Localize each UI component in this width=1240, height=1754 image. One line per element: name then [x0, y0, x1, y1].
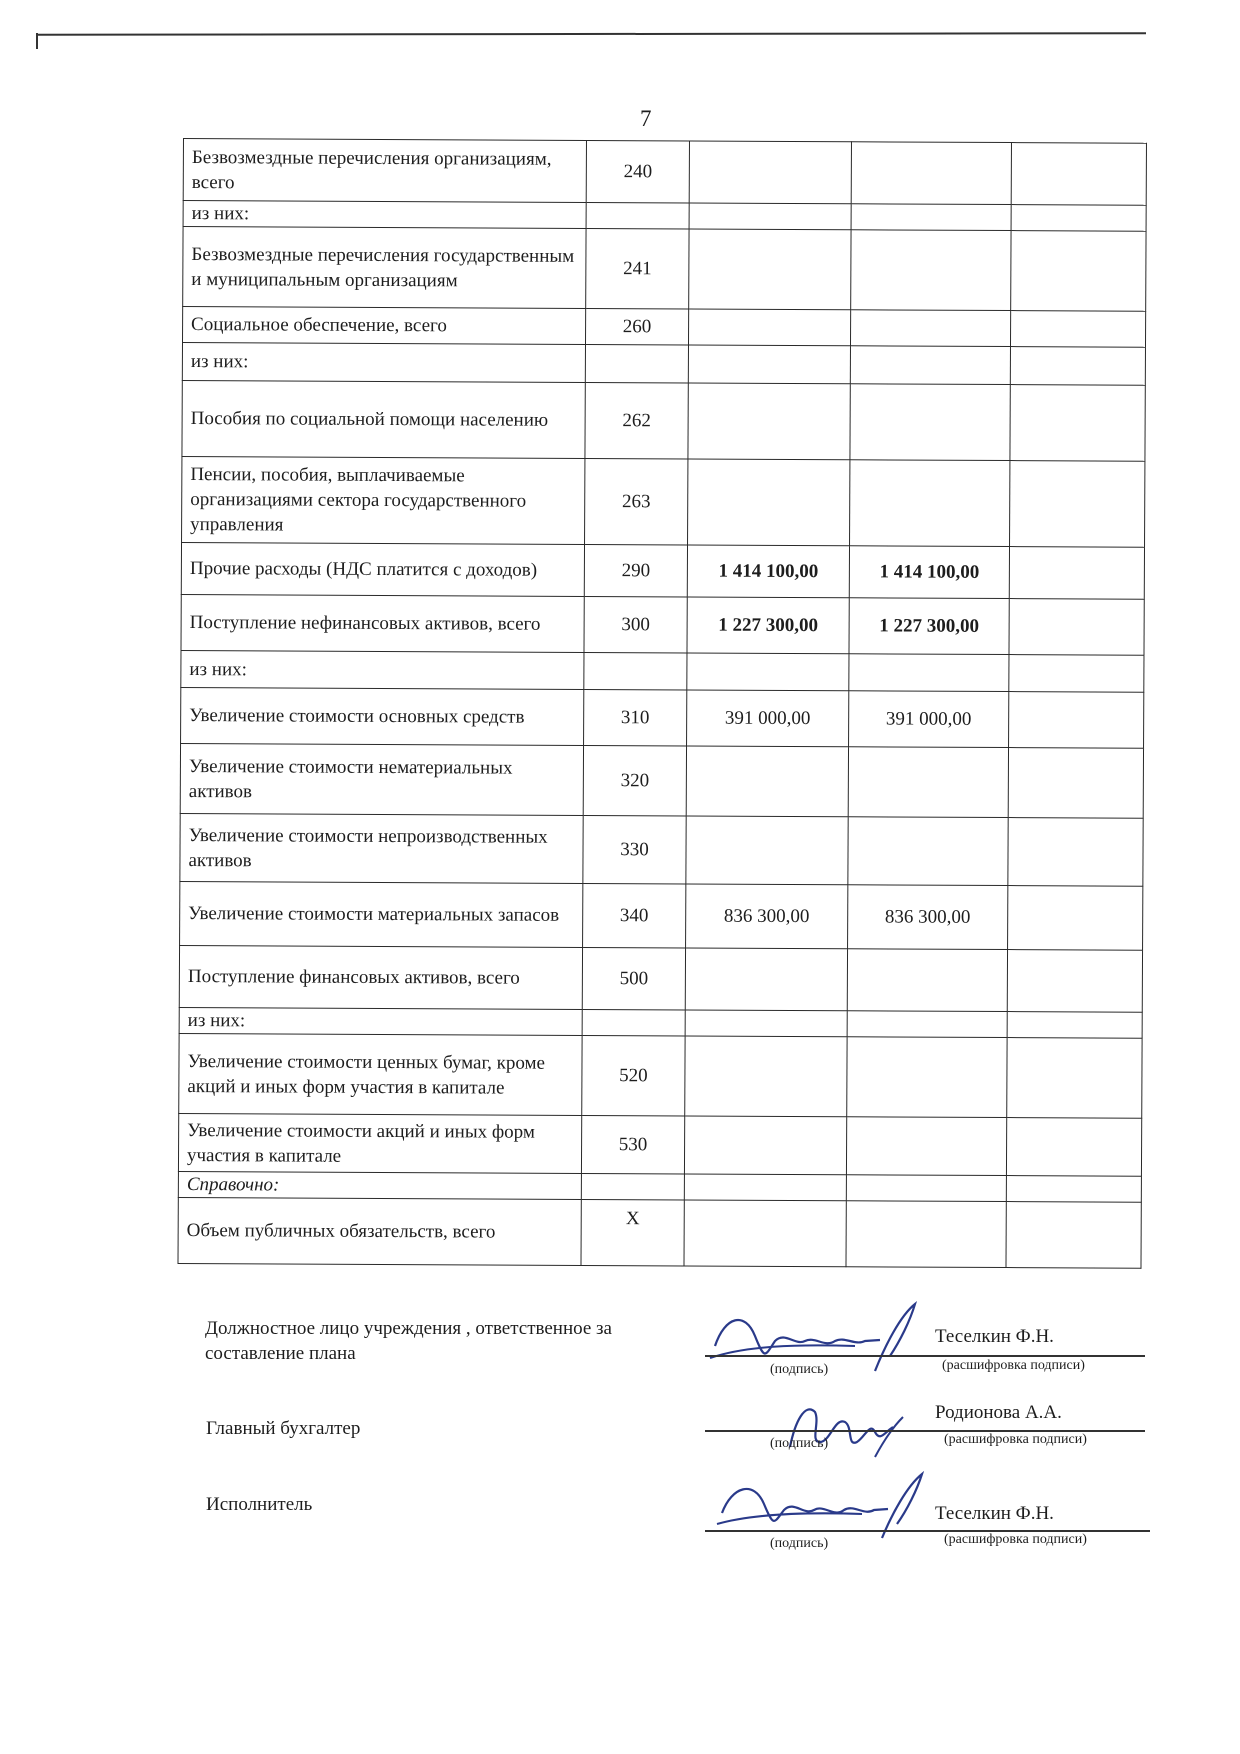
row-name: из них: — [183, 201, 586, 229]
row-value-1 — [689, 229, 851, 310]
row-value-3 — [1010, 461, 1145, 548]
row-name: из них: — [181, 650, 584, 689]
row-value-1: 836 300,00 — [686, 884, 848, 949]
row-value-1 — [688, 459, 850, 546]
financial-plan-table — [177, 138, 1146, 1269]
table-row — [181, 650, 1144, 692]
row-code: 330 — [583, 815, 686, 884]
row-name: Безвозмездные перечисления государственным и муниципальным организациям — [183, 227, 586, 309]
row-name: Увеличение стоимости ценных бумаг, кроме акций и иных форм участия в капитале — [179, 1033, 582, 1115]
row-name: Безвозмездные перечисления организациям, всего — [183, 139, 586, 203]
row-code — [582, 1009, 685, 1036]
row-value-3 — [1009, 692, 1144, 749]
row-code — [581, 1173, 684, 1200]
responsible-name: Теселкин Ф.Н. — [935, 1326, 1054, 1347]
row-name: Увеличение стоимости акций и иных форм участия в капитале — [178, 1113, 581, 1173]
row-value-3 — [1007, 1012, 1142, 1039]
row-value-2 — [847, 1011, 1007, 1038]
row-code: 300 — [584, 596, 687, 653]
executor-signature — [712, 1468, 932, 1543]
row-name: Прочие расходы (НДС платится с доходов) — [181, 542, 584, 596]
responsible-decode-caption: (расшифровка подписи) — [942, 1358, 1085, 1373]
row-code — [584, 652, 687, 690]
executor-label: Исполнитель — [206, 1494, 313, 1515]
row-value-1: 1 414 100,00 — [687, 545, 849, 598]
row-name: Увеличение стоимости материальных запасов — [180, 881, 583, 947]
row-value-3 — [1011, 143, 1146, 206]
row-value-3 — [1008, 886, 1143, 951]
table-row — [179, 1033, 1142, 1118]
row-value-3 — [1006, 1118, 1141, 1177]
row-value-1 — [686, 816, 848, 885]
row-value-2 — [848, 747, 1008, 818]
row-value-3 — [1006, 1176, 1141, 1203]
row-value-3 — [1011, 231, 1146, 312]
row-value-3 — [1007, 1038, 1142, 1119]
row-value-1: 391 000,00 — [687, 690, 849, 747]
row-value-2 — [851, 142, 1011, 205]
table-row — [179, 945, 1142, 1012]
table-row — [181, 542, 1144, 599]
row-name: Справочно: — [178, 1171, 581, 1199]
table-row — [183, 227, 1146, 312]
row-name: Пенсии, пособия, выплачиваемые организациями сектора государственного управления — [182, 456, 585, 544]
row-value-3 — [1009, 599, 1144, 656]
row-value-2 — [847, 949, 1007, 1012]
row-value-1 — [688, 345, 850, 384]
row-name: Увеличение стоимости основных средств — [181, 687, 584, 745]
row-value-3 — [1010, 311, 1145, 348]
accountant-label: Главный бухгалтер — [206, 1418, 361, 1439]
row-code — [586, 202, 689, 229]
row-value-3 — [1011, 205, 1146, 232]
executor-decode-caption: (расшифровка подписи) — [944, 1532, 1087, 1547]
row-code: 320 — [583, 745, 686, 816]
row-value-2 — [846, 1201, 1006, 1268]
row-value-2 — [846, 1117, 1006, 1176]
row-code: X — [581, 1199, 684, 1266]
row-value-3 — [1010, 347, 1145, 386]
row-value-2 — [850, 346, 1010, 385]
executor-name: Теселкин Ф.Н. — [935, 1503, 1054, 1524]
row-value-1 — [685, 948, 847, 1011]
row-name: Поступление нефинансовых активов, всего — [181, 594, 584, 652]
responsible-signature-line — [705, 1355, 1145, 1357]
page-border-line — [36, 32, 1146, 36]
table-row — [181, 594, 1144, 655]
table-row — [180, 743, 1143, 818]
row-value-2: 836 300,00 — [848, 885, 1008, 950]
row-code: 520 — [582, 1035, 685, 1116]
row-value-3 — [1009, 655, 1144, 693]
table-row — [182, 380, 1145, 461]
row-value-2: 1 227 300,00 — [849, 598, 1009, 655]
row-value-1 — [685, 1036, 847, 1117]
row-value-1 — [689, 141, 851, 204]
row-code: 500 — [582, 947, 685, 1010]
table-row — [183, 307, 1146, 348]
row-name: Социальное обеспечение, всего — [183, 307, 586, 345]
row-code: 310 — [584, 689, 687, 746]
responsible-label: Должностное лицо учреждения , ответственное за составление плана — [205, 1318, 612, 1364]
row-code: 260 — [585, 308, 688, 345]
table-row — [178, 1197, 1141, 1268]
row-value-2 — [847, 1037, 1007, 1118]
row-value-1 — [688, 309, 850, 346]
responsible-sign-caption: (подпись) — [770, 1362, 829, 1377]
row-code: 263 — [585, 458, 688, 545]
accountant-decode-caption: (расшифровка подписи) — [944, 1432, 1087, 1447]
page-number: 7 — [640, 106, 652, 131]
executor-sign-caption: (подпись) — [770, 1536, 829, 1551]
row-value-1: 1 227 300,00 — [687, 597, 849, 654]
row-value-3 — [1008, 818, 1143, 887]
row-name: Объем публичных обязательств, всего — [178, 1197, 581, 1265]
row-code: 262 — [585, 382, 688, 459]
row-code: 530 — [581, 1115, 684, 1174]
row-code: 290 — [584, 544, 687, 597]
row-value-1 — [689, 203, 851, 230]
table-row — [181, 687, 1144, 748]
row-code: 340 — [583, 883, 686, 948]
row-value-2: 391 000,00 — [849, 691, 1009, 748]
accountant-sign-caption: (подпись) — [770, 1436, 829, 1451]
row-value-2: 1 414 100,00 — [849, 546, 1009, 599]
row-value-2 — [848, 817, 1008, 886]
row-value-1 — [685, 1010, 847, 1037]
row-code — [585, 344, 688, 383]
row-value-2 — [846, 1175, 1006, 1202]
row-value-1 — [684, 1116, 846, 1175]
row-name: Увеличение стоимости непроизводственных активов — [180, 813, 583, 883]
row-value-1 — [687, 653, 849, 691]
row-name: Увеличение стоимости нематериальных активов — [180, 743, 583, 815]
row-value-3 — [1010, 385, 1145, 462]
row-name: Поступление финансовых активов, всего — [179, 945, 582, 1009]
table-row — [178, 1113, 1141, 1176]
row-value-3 — [1007, 950, 1142, 1013]
row-name: Пособия по социальной помощи населению — [182, 380, 585, 458]
table-row — [180, 813, 1143, 886]
accountant-name: Родионова А.А. — [935, 1402, 1062, 1423]
row-value-2 — [850, 310, 1010, 347]
row-value-1 — [684, 1174, 846, 1201]
row-value-3 — [1009, 547, 1144, 600]
table-row — [182, 343, 1145, 386]
row-value-1 — [688, 383, 850, 460]
row-value-3 — [1006, 1202, 1141, 1269]
row-value-2 — [851, 230, 1011, 311]
row-code: 241 — [586, 228, 689, 309]
row-code: 240 — [586, 140, 689, 203]
row-value-2 — [851, 204, 1011, 231]
row-value-2 — [849, 654, 1009, 692]
table-row — [183, 139, 1146, 206]
table-row — [180, 881, 1143, 950]
row-value-1 — [684, 1200, 846, 1267]
row-value-1 — [686, 746, 848, 817]
row-name: из них: — [179, 1007, 582, 1035]
row-value-2 — [850, 460, 1010, 547]
row-name: из них: — [182, 343, 585, 383]
page-border-tick — [36, 33, 38, 49]
table-row — [182, 456, 1145, 547]
row-value-2 — [850, 384, 1010, 461]
row-value-3 — [1008, 748, 1143, 819]
